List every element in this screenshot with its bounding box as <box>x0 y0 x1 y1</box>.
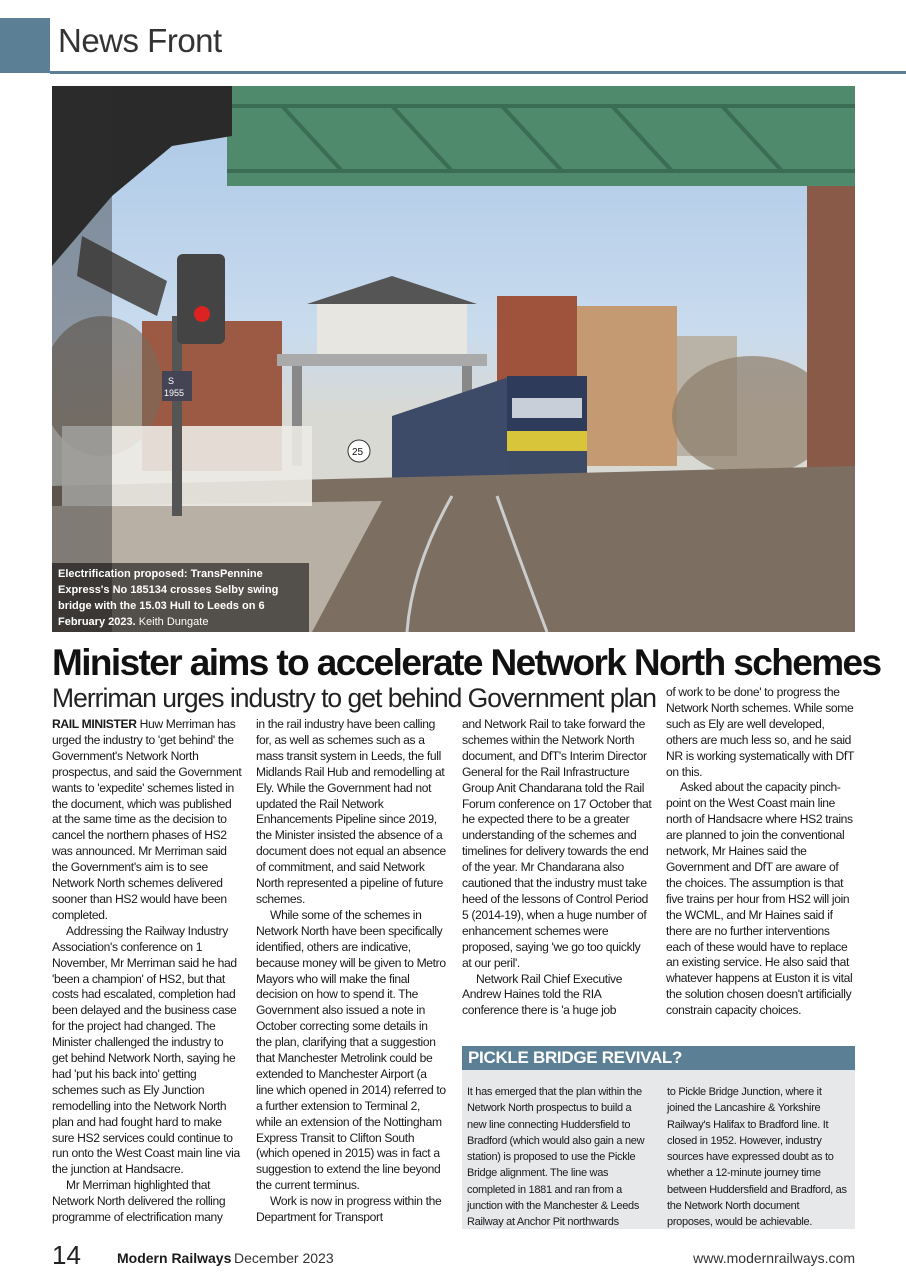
headline: Minister aims to accelerate Network North schemes <box>52 642 881 683</box>
magazine-name: Modern Railways <box>117 1250 232 1266</box>
website-url: www.modernrailways.com <box>693 1250 855 1266</box>
sidebar-title: PICKLE BRIDGE REVIVAL? <box>462 1046 855 1070</box>
standfirst: Merriman urges industry to get behind Government plan <box>52 683 656 713</box>
photo-credit: Keith Dungate <box>138 616 209 628</box>
railway-scene-illustration <box>52 86 855 632</box>
sidebar-box <box>462 1046 855 1229</box>
speed-sign: 25 <box>352 447 364 458</box>
paragraph: Addressing the Railway Industry Association's conference on 1 November, Mr Merriman said he had 'been a champion' of HS2, but that costs had escalated, completion had been delayed and the business case for the project had changed. The Minister challenged the industry to get behind Network North, saying he had 'put his back into' getting schemes such as Ely Junction remodelling into the Network North plan and had fought hard to make sure HS2 services could continue to run onto the West Coast main line via the junction at Handsacre. <box>52 923 240 1177</box>
paragraph: of work to be done' to progress the Network North schemes. While some such as Ely are well developed, others are much less so, and he said NR is working systematically with DfT on this. <box>666 685 854 779</box>
section-tab-block <box>0 18 50 73</box>
article-column-4 <box>666 685 856 1019</box>
svg-text:1955: 1955 <box>164 388 185 398</box>
article-column-2 <box>256 717 446 1226</box>
paragraph: in the rail industry have been calling for, as well as schemes such as a mass transit system in Leeds, the full Midlands Rail Hub and remodelling at Ely. While the Government had not updated the Rail Network Enhancements Pipeline since 2019, the Minister insisted the absence of a document does not equal an absence of commitment, and said Network North represented a pipeline of future schemes. <box>256 717 446 906</box>
signal-plate-text: S <box>168 376 175 386</box>
kicker: RAIL MINISTER <box>52 717 137 731</box>
paragraph: Mr Merriman highlighted that Network North delivered the rolling programme of electrification many <box>52 1178 226 1225</box>
paragraph: RAIL MINISTER Huw Merriman has urged the industry to 'get behind' the Government's Network North prospectus, and said the Government wants to 'expedite' schemes listed in the document, which was published at the same time as the decision to cancel the northern phases of HS2 was announced. Mr Merriman said the Government's aim is to see Network North schemes delivered sooner than HS2 would have been completed. <box>52 717 242 922</box>
paragraph: While some of the schemes in Network North have been specifically identified, others are indicative, because money will be given to Metro Mayors who will make the final decision on how to spend it. The Government also issued a note in October correcting some details in the plan, clarifying that a suggestion that Manchester Metrolink could be extended to Manchester Airport (a line which opened in 2014) referred to a further extension to Terminal 2, while an extension of the Nottingham Express Transit to Clifton South (which opened in 2015) was in fact a suggestion to extend the line beyond the current terminus. <box>256 907 446 1193</box>
paragraph: Work is now in progress within the Department for Transport <box>256 1194 442 1225</box>
lead-photo <box>52 86 855 632</box>
sidebar-column-1: It has emerged that the plan within the Network North prospectus to build a new line connecting Huddersfield to Bradford (which would also gain a new station) is proposed to use the Pickle Bridge alignment. The line was completed in 1881 and ran from a junction with the Manchester & Leeds Railway at Anchor Pit northwards <box>467 1086 645 1229</box>
photo-caption <box>52 563 309 632</box>
page-number: 14 <box>52 1240 81 1270</box>
article-column-1 <box>52 717 242 1226</box>
article-column-3 <box>462 717 652 1019</box>
header-rule <box>50 71 906 74</box>
caption-text: Electrification proposed: TransPennine Express's No 185134 crosses Selby swing bridge with the 15.03 Hull to Leeds on 6 February 2023. <box>58 568 279 628</box>
section-title: News Front <box>58 22 222 59</box>
paragraph: and Network Rail to take forward the schemes within the Network North document, and DfT's Interim Director General for the Rail Infrastructure Group Anit Chandarana told the Rail Forum conference on 17 October that he expected there to be a greater understanding of the schemes and timelines for delivery towards the end of the year. Mr Chandarana also cautioned that the industry must take heed of the lessons of Control Period 5 (2014-19), when a huge number of enhancement schemes were proposed, saying 'we go too quickly at our peril'. <box>462 717 652 970</box>
issue-date: December 2023 <box>234 1250 334 1266</box>
paragraph: Network Rail Chief Executive Andrew Haines told the RIA conference there is 'a huge job <box>462 971 623 1018</box>
paragraph: Asked about the capacity pinch-point on the West Coast main line north of Handsacre where HS2 trains are planned to join the conventional network, Mr Haines said the Government and DfT are aware of the choices. The assumption is that five trains per hour from HS2 will join the WCML, and Mr Haines said if there are no further interventions each of these would have to replace an existing service. He also said that whatever happens at Euston it is vital the solution chosen doesn't artificially constrain capacity choices. <box>666 780 853 1018</box>
sidebar-column-2: to Pickle Bridge Junction, where it joined the Lancashire & Yorkshire Railway's Halifax to Bradford line. It closed in 1952. However, industry sources have expressed doubt as to whether a 12-minute journey time between Huddersfield and Bradford, as the Network North document proposes, would be achievable. <box>667 1086 847 1229</box>
